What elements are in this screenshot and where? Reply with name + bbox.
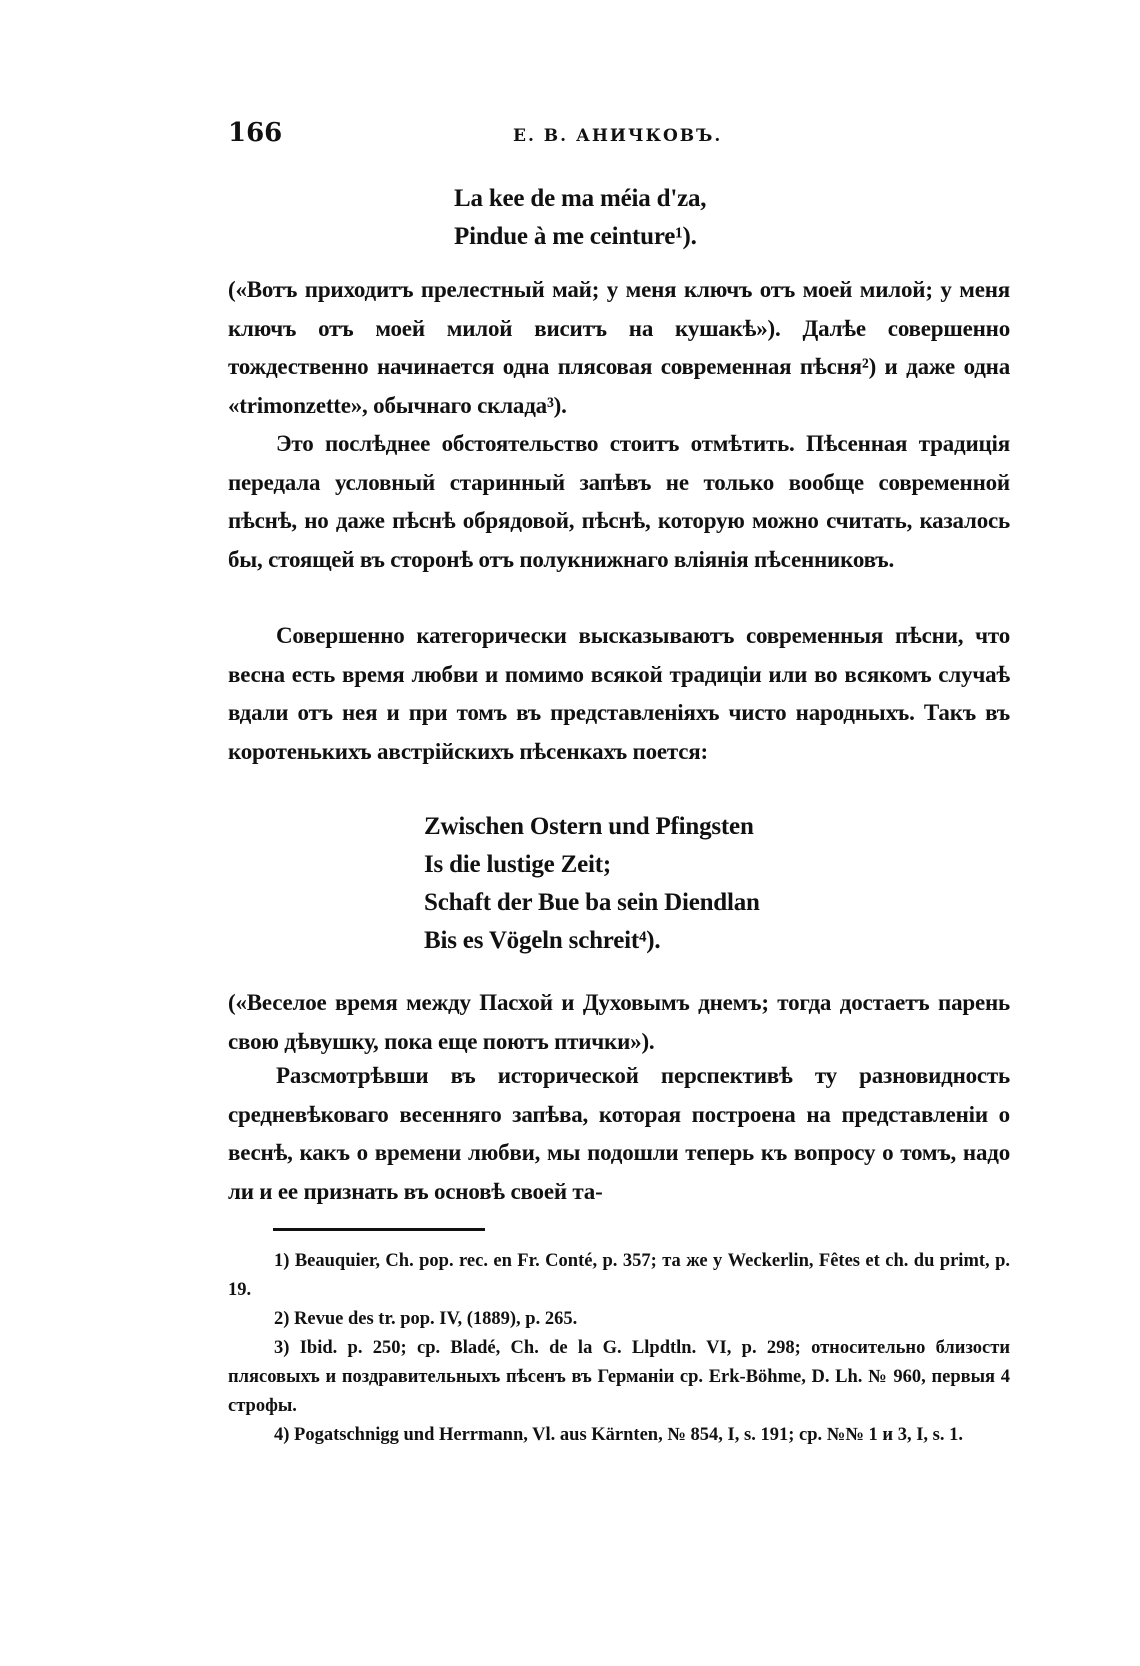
verse-line: Is die lustige Zeit; <box>424 851 611 878</box>
paragraph-2 <box>228 425 1010 579</box>
footnote: 1) Beauquier, Ch. pop. rec. en Fr. Conté, p. 357; та же у Weckerlin, Fêtes et ch. du primt, p. 19. <box>228 1251 1010 1300</box>
page-number: 166 <box>228 118 283 148</box>
paragraph-text: Совершенно категорически высказываютъ современныя пѣсни, что весна есть время любви и помимо всякой традиціи или во всякомъ случаѣ вдали отъ нея и при томъ въ представленіяхъ чисто народныхъ. Такъ въ коротенькихъ австрійскихъ пѣсенкахъ поется: <box>228 623 1010 764</box>
paragraph-5 <box>228 1057 1010 1211</box>
paragraph-text: («Вотъ приходитъ прелестный май; у меня ключъ отъ моей милой; у меня ключъ отъ моей милой виситъ на кушакѣ»). Далѣе совершенно тождественно начинается одна плясовая современная пѣсня²) и даже одна «trimonzette», обычнаго склада³). <box>228 277 1010 418</box>
paragraph-3 <box>228 617 1010 771</box>
verse-line: Pindue à me ceinture¹). <box>454 223 697 250</box>
verse-line: Zwischen Ostern und Pfingsten <box>424 813 754 840</box>
footnote: 3) Ibid. p. 250; cp. Bladé, Ch. de la G. Llpdtln. VI, p. 298; относительно близости плясовыхъ и поздравительныхъ пѣсенъ въ Германіи ср. Erk-Böhme, D. Lh. № 960, первыя 4 строфы. <box>228 1338 1010 1416</box>
footnotes <box>228 1247 1010 1450</box>
paragraph-translation-2 <box>228 984 1010 1061</box>
verse-quote-german <box>424 808 760 960</box>
footnote: 2) Revue des tr. pop. IV, (1889), p. 265. <box>274 1309 578 1329</box>
verse-line: Bis es Vögeln schreit⁴). <box>424 927 661 954</box>
footnote: 4) Pogatschnigg und Herrmann, Vl. aus Kärnten, № 854, I, s. 191; ср. №№ 1 и 3, I, s. 1. <box>274 1425 963 1445</box>
paragraph-translation-1 <box>228 271 1010 425</box>
verse-line: Schaft der Bue ba sein Diendlan <box>424 889 760 916</box>
running-head: Е. В. АНИЧКОВЪ. <box>513 126 723 146</box>
paragraph-text: Разсмотрѣвши въ исторической перспективѣ ту разновидность средневѣковаго весенняго запѣва, которая построена на представленіи о веснѣ, какъ о времени любви, мы подошли теперь къ вопросу о томъ, надо ли и ее признать въ основѣ своей та- <box>228 1063 1010 1204</box>
paragraph-text: («Веселое время между Пасхой и Духовымъ днемъ; тогда достаетъ парень свою дѣвушку, пока еще поютъ птички»). <box>228 990 1010 1054</box>
verse-line: La kee de ma méia d'za, <box>454 185 707 212</box>
footnote-divider <box>273 1228 485 1231</box>
verse-quote-french <box>454 180 706 256</box>
page-header <box>228 118 1010 158</box>
paragraph-text: Это послѣднее обстоятельство стоитъ отмѣтить. Пѣсенная традиція передала условный старинный запѣвъ не только вообще современной пѣснѣ, но даже пѣснѣ обрядовой, пѣснѣ, которую можно считать, казалось бы, стоящей въ сторонѣ отъ полукнижнаго вліянія пѣсенниковъ. <box>228 431 1010 572</box>
